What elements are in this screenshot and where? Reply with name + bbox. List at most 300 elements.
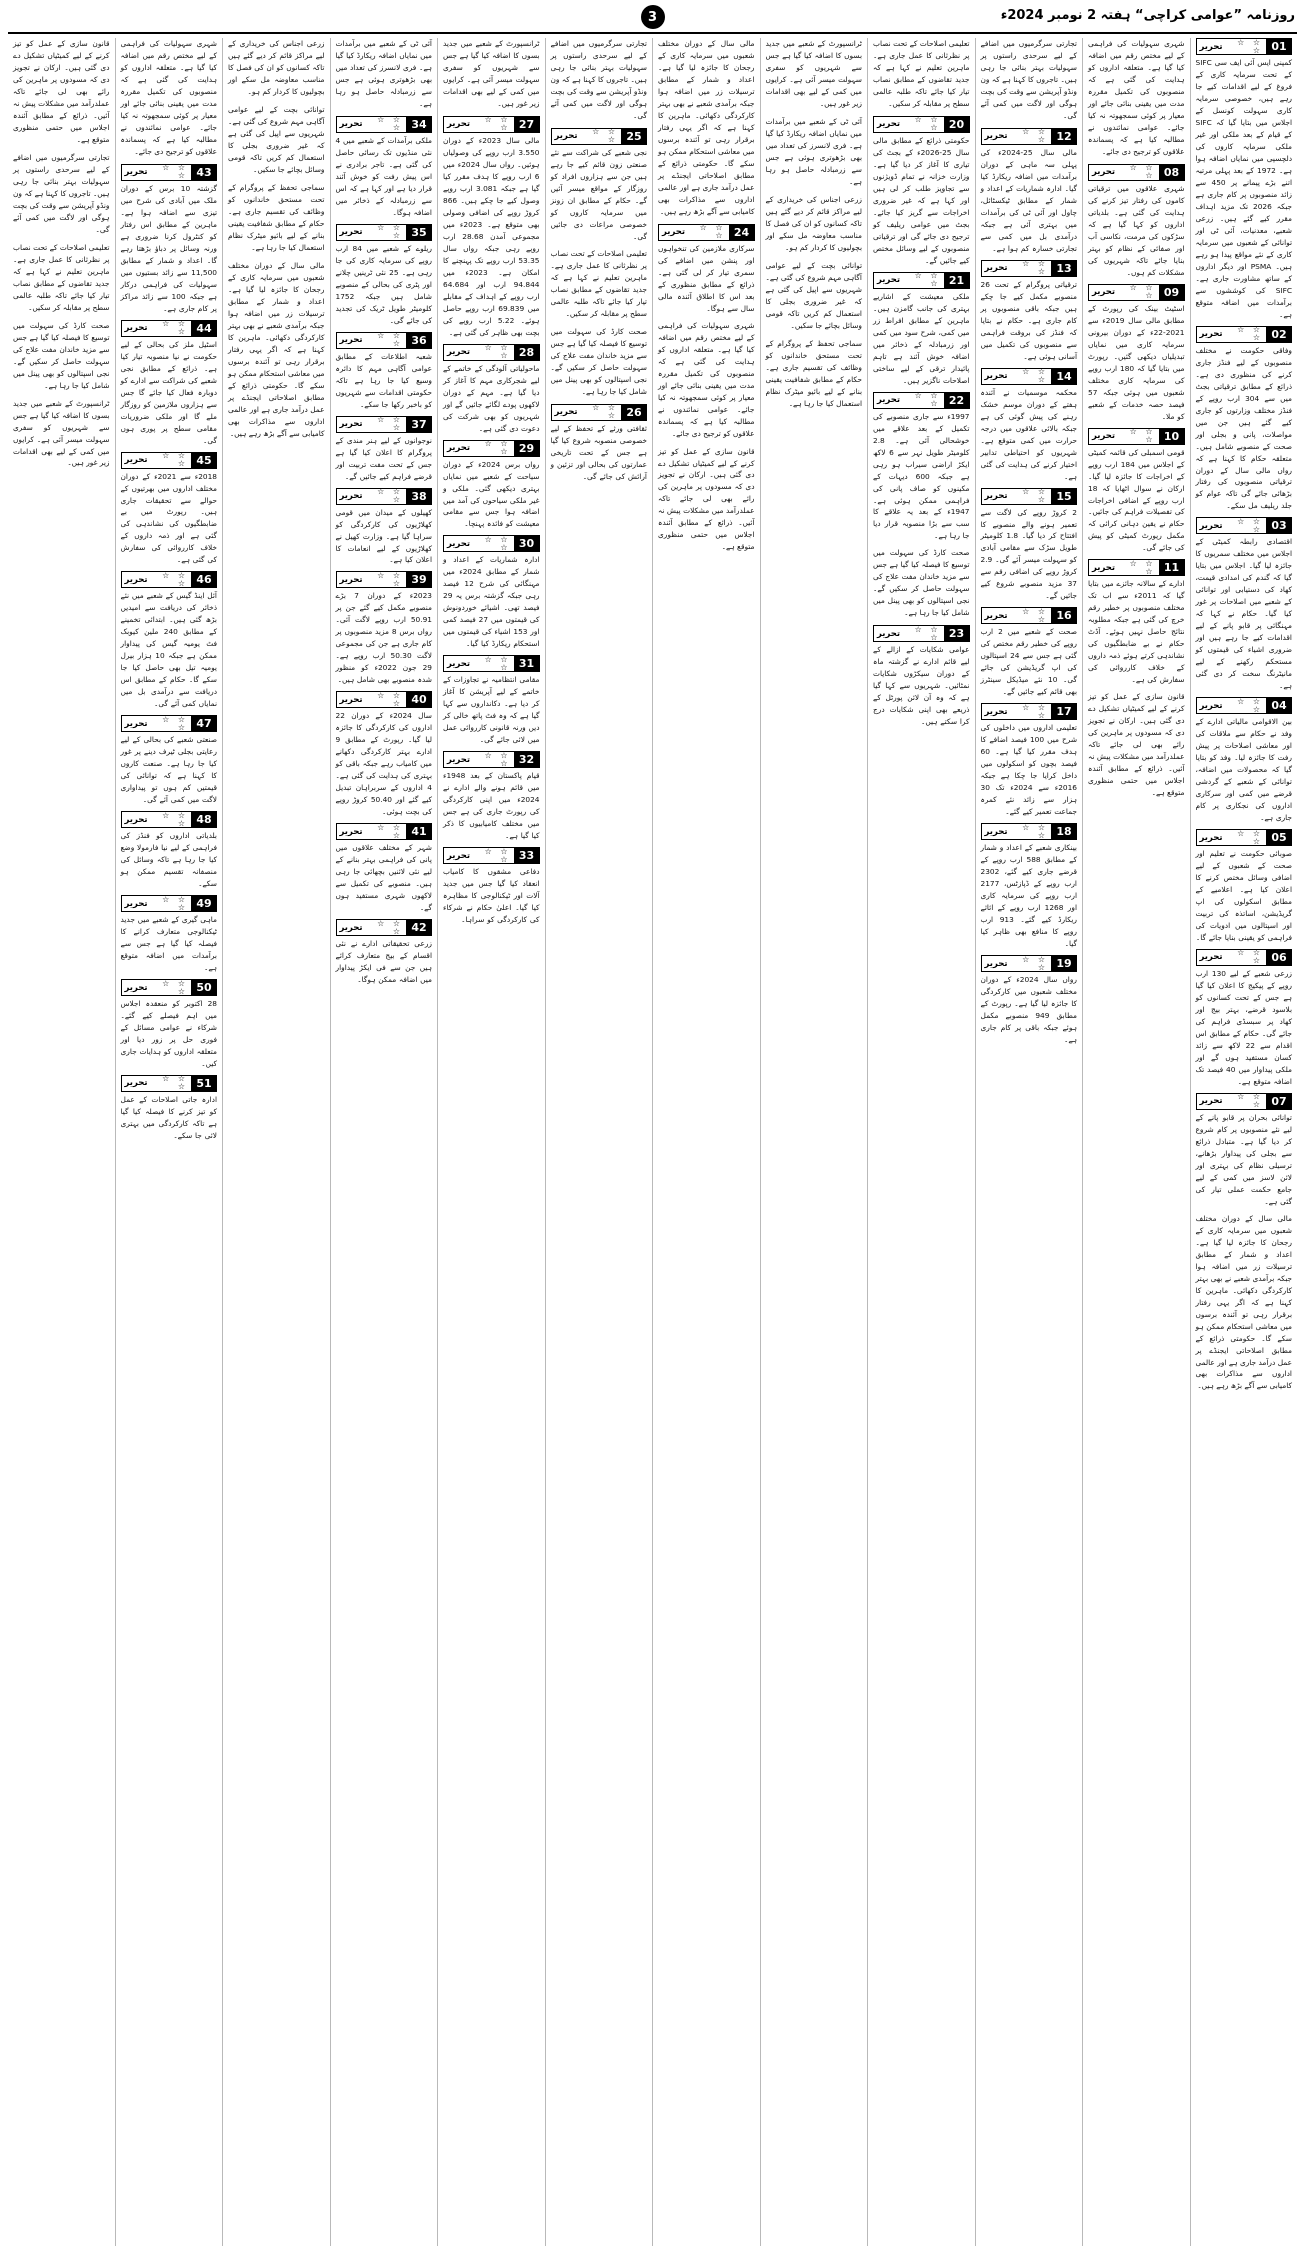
article-07[interactable] [1196, 1093, 1293, 1208]
article-category: تحریر [1199, 952, 1223, 963]
article-header [121, 811, 218, 828]
article-49[interactable] [121, 895, 218, 974]
stars-ornament: ☆ ☆ ☆ [1237, 828, 1263, 846]
article-category: تحریر [339, 826, 363, 837]
article-08[interactable] [1088, 164, 1185, 279]
article-rule [443, 751, 514, 768]
article-28[interactable] [443, 344, 540, 435]
article-rule [981, 260, 1052, 277]
stars-ornament: ☆ ☆ ☆ [377, 822, 403, 840]
article-body: ثقافتی ورثے کے تحفظ کے لیے خصوصی منصوبہ شروع کیا گیا ہے جس کے تحت تاریخی عمارتوں کی بحالی اور تزئین و آرائش کی جائے گی۔ [550, 423, 647, 481]
article-rule [873, 116, 944, 133]
column-filler-2: قانون سازی کے عمل کو تیز کرنے کے لیے کمیٹیاں تشکیل دے دی گئی ہیں۔ ارکان نے تجویز دی کہ مسودوں پر ماہرین کی رائے بھی لی جائے تاکہ عملدرآمد میں مشکلات پیش نہ آئیں۔ ذرائع کے مطابق آئندہ اجلاس میں حتمی منظوری متوقع ہے۔ [1088, 692, 1185, 798]
article-number: 40 [406, 691, 432, 708]
article-number: 19 [1051, 955, 1077, 972]
stars-ornament: ☆ ☆ ☆ [162, 570, 188, 588]
article-body: اقتصادی رابطہ کمیٹی کے اجلاس میں مختلف سمریوں کا جائزہ لیا گیا۔ اجلاس میں بتایا گیا کہ گندم کی امدادی قیمت، کھاد کی دستیابی اور توانائی کے شعبے میں اصلاحات پر غور کیا گیا۔ حکام نے کہا کہ مہنگائی پر قابو پانے کے لیے اقدامات کیے جا رہے ہیں اور ضروری اشیاء کی قیمتوں کو مستحکم رکھنے کے لیے مانیٹرنگ سخت کر دی گئی ہے۔ [1195, 537, 1292, 691]
article-17[interactable] [981, 703, 1078, 818]
stars-ornament: ☆ ☆ ☆ [914, 391, 941, 409]
article-rule [1196, 1093, 1267, 1110]
article-23[interactable] [873, 625, 970, 728]
article-category: تحریر [339, 922, 363, 933]
article-32[interactable] [443, 751, 540, 842]
article-category: تحریر [339, 335, 363, 346]
article-25[interactable] [551, 128, 648, 243]
article-45[interactable] [121, 452, 218, 567]
article-30[interactable] [443, 535, 540, 650]
article-number: 07 [1266, 1093, 1292, 1110]
article-category: تحریر [984, 491, 1008, 502]
article-category: تحریر [1199, 41, 1223, 52]
article-header [981, 488, 1078, 505]
article-body: بین الاقوامی مالیاتی ادارے کے وفد نے حکام سے ملاقات کی اور معاشی اصلاحات پر پیش رفت کا جائزہ لیا۔ وفد کو بتایا گیا کہ محصولات میں اضافہ، توانائی کے شعبے کے گردشی قرضے میں کمی اور سرکاری اداروں کی نجکاری پر کام جاری ہے۔ [1195, 717, 1292, 823]
article-number: 22 [944, 392, 970, 409]
article-number: 35 [406, 224, 432, 241]
article-body: مقامی انتظامیہ نے تجاوزات کے خاتمے کے لیے آپریشن کا آغاز کر دیا ہے۔ دکانداروں سے کہا گیا ہے کہ وہ فٹ پاتھ خالی کر دیں ورنہ قانونی کارروائی عمل میں لائی جائے گی۔ [443, 675, 540, 745]
column-11 [115, 38, 223, 2246]
column-lead-5: ٹرانسپورٹ کے شعبے میں جدید بسوں کا اضافہ کیا گیا ہے جس سے شہریوں کو سفری سہولت میسر آئی ہے۔ کرایوں میں کمی کے لیے بھی اقدامات زیر غور ہیں۔ [765, 39, 862, 108]
stars-ornament: ☆ ☆ ☆ [162, 451, 188, 469]
article-37[interactable] [336, 416, 433, 483]
stars-ornament: ☆ ☆ ☆ [1237, 696, 1263, 714]
article-category: تحریر [124, 814, 148, 825]
stars-ornament: ☆ ☆ ☆ [162, 163, 188, 181]
article-20[interactable] [873, 116, 970, 267]
article-body: اسٹیٹ بینک کی رپورٹ کے مطابق مالی سال 2019ء سے 2021-22ء کے دوران بیرونی سرمایہ کاری میں نمایاں تبدیلیاں دیکھی گئیں۔ رپورٹ میں بتایا گیا کہ 180 ارب روپے کی سرمایہ کاری مختلف شعبوں میں ہوئی جبکہ 57 فیصد حصہ خدمات کے شعبے کو ملا۔ [1088, 303, 1185, 421]
article-01[interactable] [1196, 38, 1293, 321]
column-lead-11: شہری سہولیات کی فراہمی کے لیے مختص رقم میں اضافہ کیا گیا ہے۔ متعلقہ اداروں کو ہدایت کی گئی ہے کہ منصوبوں کی تکمیل مقررہ مدت میں یقینی بنائی جائے اور معیار پر کوئی سمجھوتہ نہ کیا جائے۔ عوامی نمائندوں نے مطالبہ کیا ہے کہ پسماندہ علاقوں کو ترجیح دی جائے۔ [120, 39, 217, 156]
article-category: تحریر [1199, 329, 1223, 340]
article-header [336, 571, 433, 588]
article-header [1196, 697, 1293, 714]
article-header [336, 691, 433, 708]
article-rule [336, 823, 407, 840]
article-number: 43 [191, 164, 217, 181]
article-header [1196, 326, 1293, 343]
stars-ornament: ☆ ☆ ☆ [162, 810, 188, 828]
stars-ornament: ☆ ☆ ☆ [484, 439, 511, 457]
article-header [1196, 1093, 1293, 1110]
stars-ornament: ☆ ☆ ☆ [1022, 367, 1048, 385]
article-rule [1088, 428, 1159, 445]
column-lead-12e: ٹرانسپورٹ کے شعبے میں جدید بسوں کا اضافہ کیا گیا ہے جس سے شہریوں کو سفری سہولت میسر آئی ہے۔ کرایوں میں کمی کے لیے بھی اقدامات زیر غور ہیں۔ [13, 398, 110, 468]
article-number: 39 [406, 571, 432, 588]
article-rule [121, 571, 192, 588]
article-rule [121, 811, 192, 828]
article-category: تحریر [1199, 700, 1223, 711]
column-2 [1082, 38, 1190, 2246]
article-category: تحریر [124, 455, 148, 466]
article-10[interactable] [1088, 428, 1185, 555]
article-21[interactable] [873, 272, 970, 387]
article-number: 04 [1266, 697, 1292, 714]
article-category: تحریر [124, 898, 148, 909]
article-number: 21 [944, 272, 970, 289]
stars-ornament: ☆ ☆ ☆ [914, 271, 941, 289]
article-body: بلدیاتی اداروں کو فنڈز کی فراہمی کے لیے نیا فارمولا وضع کیا جا رہا ہے تاکہ وسائل کی منصفانہ تقسیم ممکن ہو سکے۔ [120, 831, 217, 889]
article-body: دفاعی مشقوں کا کامیاب انعقاد کیا گیا جس میں جدید آلات اور ٹیکنالوجی کا مظاہرہ کیا گیا۔ اعلیٰ حکام نے شرکاء کی کارکردگی کو سراہا۔ [443, 867, 540, 925]
article-category: تحریر [662, 227, 686, 238]
article-number: 31 [514, 655, 540, 672]
article-43[interactable] [121, 164, 218, 315]
stars-ornament: ☆ ☆ ☆ [484, 534, 511, 552]
article-number: 38 [406, 488, 432, 505]
article-47[interactable] [121, 715, 218, 806]
article-06[interactable] [1196, 949, 1293, 1088]
article-rule [121, 715, 192, 732]
article-rule [873, 392, 944, 409]
article-category: تحریر [124, 1078, 148, 1089]
article-category: تحریر [1199, 1096, 1223, 1107]
article-number: 20 [944, 116, 970, 133]
article-header [336, 332, 433, 349]
article-number: 10 [1159, 428, 1185, 445]
article-header [121, 320, 218, 337]
column-lead-2: شہری سہولیات کی فراہمی کے لیے مختص رقم میں اضافہ کیا گیا ہے۔ متعلقہ اداروں کو ہدایت کی گئی ہے کہ منصوبوں کی تکمیل مقررہ مدت میں یقینی بنائی جائے اور معیار پر کوئی سمجھوتہ نہ کیا جائے۔ عوامی نمائندوں نے مطالبہ کیا ہے کہ پسماندہ علاقوں کو ترجیح دی جائے۔ [1088, 39, 1185, 156]
article-48[interactable] [121, 811, 218, 890]
article-header [443, 116, 540, 133]
article-number: 37 [406, 416, 432, 433]
column-12 [8, 38, 115, 2246]
article-number: 48 [191, 811, 217, 828]
column-lead-12b: تجارتی سرگرمیوں میں اضافے کے لیے سرحدی راستوں پر سہولیات بہتر بنائی جا رہی ہیں۔ تاجروں کا کہنا ہے کہ ون ونڈو آپریشن سے وقت کی بچت ہوگی اور لاگت میں کمی آئے گی۔ [13, 152, 110, 234]
stars-ornament: ☆ ☆ ☆ [162, 714, 188, 732]
stars-ornament: ☆ ☆ ☆ [1022, 954, 1048, 972]
article-rule [121, 164, 192, 181]
article-24[interactable] [658, 224, 755, 315]
article-header [336, 224, 433, 241]
stars-ornament: ☆ ☆ ☆ [1022, 702, 1048, 720]
article-category: تحریر [339, 491, 363, 502]
article-body: 2023ء کے دوران 7 بڑے منصوبے مکمل کیے گئے جن پر 50.91 ارب روپے لاگت آئی۔ رواں برس 8 مزید منصوبوں پر کام جاری ہے جن کی مجموعی لاگت 50.30 ارب روپے ہے۔ 29 جون 2022ء کو منظور شدہ منصوبے بھی شامل ہیں۔ [335, 591, 433, 685]
stars-ornament: ☆ ☆ ☆ [162, 894, 188, 912]
article-category: تحریر [124, 167, 148, 178]
article-51[interactable] [121, 1075, 218, 1142]
article-body: آئل اینڈ گیس کے شعبے میں نئے ذخائر کی دریافت سے امیدیں بڑھ گئی ہیں۔ ابتدائی تخمینے کے مطابق 240 ملین کیوبک فٹ یومیہ گیس کی پیداوار ممکن ہے جبکہ 10 ہزار بیرل یومیہ تیل بھی حاصل کیا جا سکے گا۔ حکام کے مطابق اس دریافت سے درآمدی بل میں نمایاں کمی آئے گی۔ [120, 591, 218, 709]
article-rule [981, 823, 1052, 840]
article-rule [981, 607, 1052, 624]
column-lead-12: قانون سازی کے عمل کو تیز کرنے کے لیے کمیٹیاں تشکیل دے دی گئی ہیں۔ ارکان نے تجویز دی کہ مسودوں پر ماہرین کی رائے بھی لی جائے تاکہ عملدرآمد میں مشکلات پیش نہ آئیں۔ ذرائع کے مطابق آئندہ اجلاس میں حتمی منظوری متوقع ہے۔ [13, 39, 110, 144]
article-category: تحریر [447, 347, 471, 358]
article-header [443, 440, 540, 457]
article-body: کمپنی ایس آئی ایف سی SIFC کے تحت سرمایہ کاری کے فروغ کے لیے اقدامات کیے جا رہے ہیں، خصوصی سرمایہ کاری سہولت کونسل کے اجلاس میں بتایا گیا کہ SIFC کے قیام کے بعد ملکی اور غیر ملکی سرمایہ کاروں کی دلچسپی میں نمایاں اضافہ ہوا ہے۔ 1972 کے بعد پہلی مرتبہ اتنے بڑے پیمانے پر 450 سے زائد منصوبوں پر کام جاری ہے جبکہ 2026 تک مزید اہداف مقرر کیے گئے ہیں۔ زرعی شعبے، معدنیات، آئی ٹی اور توانائی کے شعبوں میں سرمایہ کاری کے نئے مواقع پیدا ہو رہے ہیں۔ PSMA اور دیگر اداروں کے ساتھ مشاورت جاری ہے۔ SIFC کی کوششوں سے برآمدات میں اضافہ متوقع ہے۔ [1195, 58, 1293, 319]
article-15[interactable] [981, 488, 1078, 603]
article-body: صوبائی حکومت نے تعلیم اور صحت کے شعبوں کے لیے اضافی وسائل مختص کرنے کا اعلان کیا ہے۔ اعلامیے کے مطابق اسکولوں کی اپ گریڈیشن، اساتذہ کی تربیت اور اسپتالوں میں ادویات کی فراہمی کو یقینی بنایا جائے گا۔ [1195, 849, 1292, 942]
article-18[interactable] [981, 823, 1078, 950]
article-39[interactable] [336, 571, 433, 686]
column-lead-10: زرعی اجناس کی خریداری کے لیے مراکز قائم کر دیے گئے ہیں تاکہ کسانوں کو ان کی فصل کا مناسب معاوضہ مل سکے اور بچولیوں کا کردار کم ہو۔ [228, 39, 325, 96]
article-header [873, 392, 970, 409]
article-36[interactable] [336, 332, 433, 411]
article-header [981, 128, 1078, 145]
article-34[interactable] [336, 116, 433, 219]
article-category: تحریر [447, 443, 471, 454]
column-filler-1: مالی سال کے دوران مختلف شعبوں میں سرمایہ کاری کے رجحان کا جائزہ لیا گیا ہے۔ اعداد و شمار کے مطابق ترسیلات زر میں اضافہ ہوا جبکہ برآمدی شعبے نے بھی بہتر کارکردگی دکھائی۔ ماہرین کا کہنا ہے کہ اگر یہی رفتار برقرار رہی تو آئندہ برسوں میں معاشی استحکام ممکن ہو سکے گا۔ حکومتی ذرائع کے مطابق اصلاحاتی ایجنڈے پر عمل درآمد جاری ہے اور عالمی اداروں سے مذاکرات بھی کامیابی سے آگے بڑھ رہے ہیں۔ [1195, 1213, 1292, 1391]
article-body: ماہی گیری کے شعبے میں جدید ٹیکنالوجی متعارف کرانے کا فیصلہ کیا گیا ہے جس سے برآمدات میں اضافہ متوقع ہے۔ [120, 915, 217, 973]
article-body: توانائی بحران پر قابو پانے کے لیے نئے منصوبوں پر کام شروع کر دیا گیا ہے۔ متبادل ذرائع سے بجلی کی پیداوار بڑھانے، ترسیلی نظام کی بہتری اور لائن لاسز میں کمی کے لیے جامع حکمت عملی تیار کی گئی ہے۔ [1195, 1112, 1292, 1206]
article-rule [981, 488, 1052, 505]
article-body: 28 اکتوبر کو منعقدہ اجلاس میں اہم فیصلے کیے گئے۔ شرکاء نے عوامی مسائل کے فوری حل پر زور دیا اور متعلقہ اداروں کو ہدایات جاری کیں۔ [120, 999, 217, 1068]
article-category: تحریر [124, 718, 148, 729]
article-body: کھیلوں کے میدان میں قومی کھلاڑیوں کی کارکردگی کو سراہا گیا ہے۔ وزارت کھیل نے کھلاڑیوں کے لیے انعامات کا اعلان کیا ہے۔ [335, 507, 432, 565]
article-header [121, 1075, 218, 1092]
article-number: 05 [1266, 829, 1292, 846]
column-lead-10b: توانائی بچت کے لیے عوامی آگاہی مہم شروع کی گئی ہے۔ شہریوں سے اپیل کی گئی ہے کہ غیر ضروری بجلی کا استعمال کم کریں تاکہ قومی وسائل بچائے جا سکیں۔ [228, 104, 325, 174]
article-body: اسٹیل ملز کی بحالی کے لیے حکومت نے نیا منصوبہ تیار کیا ہے۔ ذرائع کے مطابق نجی شعبے کی شراکت سے ادارے کو دوبارہ فعال کیا جائے گا جس سے ہزاروں ملازمین کو روزگار ملے گا اور ملکی ضروریات مقامی سطح پر پوری ہوں گی۔ [120, 339, 217, 445]
article-header [981, 607, 1078, 624]
article-body: سرکاری ملازمین کی تنخواہوں اور پنشن میں اضافے کی سمری تیار کر لی گئی ہے۔ ذرائع کے مطابق منظوری کے بعد اس کا اطلاق آئندہ مالی سال سے ہوگا۔ [658, 243, 755, 313]
article-rule [443, 116, 514, 133]
article-category: تحریر [339, 419, 363, 430]
article-number: 15 [1051, 488, 1077, 505]
stars-ornament: ☆ ☆ ☆ [1237, 948, 1263, 966]
stars-ornament: ☆ ☆ ☆ [377, 415, 403, 433]
stars-ornament: ☆ ☆ ☆ [699, 223, 726, 241]
article-category: تحریر [1092, 287, 1116, 298]
stars-ornament: ☆ ☆ ☆ [1237, 38, 1263, 55]
article-27[interactable] [443, 116, 540, 339]
article-body: شہری علاقوں میں ترقیاتی کاموں کی رفتار تیز کرنے کی ہدایت کی گئی ہے۔ بلدیاتی اداروں کو کہا گیا ہے کہ سڑکوں کی مرمت، نکاسی آب اور صفائی کے نظام کو بہتر بنایا جائے تاکہ شہریوں کی مشکلات کم ہوں۔ [1088, 183, 1185, 277]
article-number: 16 [1051, 607, 1077, 624]
article-44[interactable] [121, 320, 218, 447]
article-number: 29 [514, 440, 540, 457]
article-29[interactable] [443, 440, 540, 531]
stars-ornament: ☆ ☆ ☆ [914, 115, 941, 133]
article-number: 17 [1051, 703, 1077, 720]
column-lead-6: مالی سال کے دوران مختلف شعبوں میں سرمایہ کاری کے رجحان کا جائزہ لیا گیا ہے۔ اعداد و شمار کے مطابق ترسیلات زر میں اضافہ ہوا جبکہ برآمدی شعبے نے بھی بہتر کارکردگی دکھائی۔ ماہرین کا کہنا ہے کہ اگر یہی رفتار برقرار رہی تو آئندہ برسوں میں معاشی استحکام ممکن ہو سکے گا۔ حکومتی ذرائع کے مطابق اصلاحاتی ایجنڈے پر عمل درآمد جاری ہے اور عالمی اداروں سے مذاکرات بھی کامیابی سے آگے بڑھ رہے ہیں۔ [658, 39, 755, 216]
article-38[interactable] [336, 488, 433, 567]
article-body: 2018ء سے 2021ء کے دوران مختلف اداروں میں بھرتیوں کے حوالے سے تحقیقات جاری ہیں۔ رپورٹ میں بے ضابطگیوں کی نشاندہی کی گئی ہے اور ذمہ داروں کے خلاف کارروائی کی سفارش کی گئی ہے۔ [120, 471, 218, 565]
article-number: 23 [944, 625, 970, 642]
stars-ornament: ☆ ☆ ☆ [1129, 283, 1156, 301]
article-header [981, 823, 1078, 840]
article-rule [551, 404, 622, 421]
article-rule [1088, 559, 1159, 576]
article-rule [981, 703, 1052, 720]
article-category: تحریر [447, 538, 471, 549]
column-lead-3: تجارتی سرگرمیوں میں اضافے کے لیے سرحدی راستوں پر سہولیات بہتر بنائی جا رہی ہیں۔ تاجروں کا کہنا ہے کہ ون ونڈو آپریشن سے وقت کی بچت ہوگی اور لاگت میں کمی آئے گی۔ [980, 39, 1077, 120]
column-container [8, 38, 1297, 2246]
page-number-badge: 3 [641, 5, 665, 29]
article-header [336, 488, 433, 505]
article-rule [336, 116, 407, 133]
article-header [336, 416, 433, 433]
article-26[interactable] [551, 404, 648, 483]
stars-ornament: ☆ ☆ ☆ [1237, 325, 1263, 343]
article-rule [336, 571, 407, 588]
article-03[interactable] [1196, 517, 1293, 692]
article-body: قومی اسمبلی کی قائمہ کمیٹی کے اجلاس میں 184 ارب روپے کے اخراجات کا جائزہ لیا گیا۔ ارکان نے سوال اٹھایا کہ 18 ارب روپے کے اضافی اخراجات کی تفصیلات فراہم کی جائیں۔ حکام نے یقین دہانی کرائی کہ مکمل رپورٹ کمیٹی کو پیش کی جائے گی۔ [1088, 447, 1185, 553]
article-35[interactable] [336, 224, 433, 327]
article-rule [336, 332, 407, 349]
article-number: 01 [1266, 38, 1292, 55]
article-category: تحریر [124, 323, 148, 334]
article-body: تعلیمی اداروں میں داخلوں کی شرح میں 100 فیصد اضافے کا ہدف مقرر کیا گیا ہے۔ 60 فیصد بچوں کو اسکولوں میں داخل کرایا جا چکا ہے جبکہ 2016ء سے 2024ء تک 30 ہزار سے زائد نئے کمرہ جماعت تعمیر کیے گئے۔ [980, 723, 1078, 817]
article-number: 47 [191, 715, 217, 732]
stars-ornament: ☆ ☆ ☆ [1129, 427, 1156, 445]
article-header [1088, 559, 1185, 576]
article-number: 36 [406, 332, 432, 349]
article-33[interactable] [443, 847, 540, 926]
article-rule [443, 440, 514, 457]
article-rule [1196, 326, 1267, 343]
article-header [121, 164, 218, 181]
article-rule [1196, 517, 1267, 534]
article-rule [336, 919, 407, 936]
article-body: صحت کے شعبے میں 2 ارب روپے کی خطیر رقم مختص کی گئی ہے جس سے 24 اسپتالوں کی اپ گریڈیشن کی جائے گی۔ 10 نئے میڈیکل سینٹرز بھی قائم کیے جائیں گے۔ [980, 627, 1077, 697]
article-body: قیام پاکستان کے بعد 1948ء میں قائم ہونے والے ادارے نے 2024ء میں اپنی کارکردگی کی رپورٹ جاری کی ہے جس میں مختلف کامیابیوں کا ذکر کیا گیا ہے۔ [443, 771, 540, 841]
article-body: صنعتی شعبے کی بحالی کے لیے رعایتی بجلی ٹیرف دینے پر غور کیا جا رہا ہے۔ صنعت کاروں کا کہنا ہے کہ توانائی کی قیمتیں کم ہوں تو پیداواری لاگت میں کمی آئے گی۔ [120, 735, 217, 805]
article-number: 18 [1051, 823, 1077, 840]
article-40[interactable] [336, 691, 433, 818]
article-category: تحریر [984, 610, 1008, 621]
article-rule [336, 224, 407, 241]
article-16[interactable] [981, 607, 1078, 698]
column-filler-7b: صحت کارڈ کی سہولت میں توسیع کا فیصلہ کیا گیا ہے جس سے مزید خاندان مفت علاج کی سہولت حاصل کر سکیں گے۔ نجی اسپتالوں کو بھی پینل میں شامل کیا جا رہا ہے۔ [550, 326, 647, 396]
article-number: 49 [191, 895, 217, 912]
stars-ornament: ☆ ☆ ☆ [484, 846, 511, 864]
article-body: ملکی برآمدات کے شعبے میں 4 نئی منڈیوں تک رسائی حاصل کی گئی ہے۔ تاجر برادری نے اس پیش رفت کو خوش آئند قرار دیا ہے اور کہا ہے کہ اس سے زرمبادلہ کے ذخائر میں اضافہ ہوگا۔ [335, 135, 432, 217]
masthead-title: روزنامہ ”عوامی کراچی“ ہفتہ 2 نومبر 2024ء [1000, 8, 1295, 23]
column-lead-5b: آئی ٹی کے شعبے میں برآمدات میں نمایاں اضافہ ریکارڈ کیا گیا ہے۔ فری لانسرز کی تعداد میں بھی بڑھوتری ہوئی ہے جس سے زرمبادلہ حاصل ہو رہا ہے۔ [765, 116, 862, 186]
stars-ornament: ☆ ☆ ☆ [592, 127, 618, 145]
article-number: 06 [1266, 949, 1292, 966]
article-number: 33 [514, 847, 540, 864]
article-rule [981, 368, 1052, 385]
article-category: تحریر [1199, 832, 1223, 843]
article-body: 2 کروڑ روپے کی لاگت سے تعمیر ہونے والے منصوبے کا افتتاح کر دیا گیا۔ 1.8 کلومیٹر طویل سڑک سے مقامی آبادی کو سہولت میسر آئے گی۔ 2.9 کروڑ روپے کی اضافی رقم سے 37 مزید منصوبے شروع کیے جائیں گے۔ [980, 507, 1078, 601]
stars-ornament: ☆ ☆ ☆ [1237, 516, 1263, 534]
stars-ornament: ☆ ☆ ☆ [484, 654, 511, 672]
article-category: تحریر [447, 754, 471, 765]
article-category: تحریر [984, 826, 1008, 837]
article-number: 41 [406, 823, 432, 840]
article-22[interactable] [873, 392, 970, 543]
article-42[interactable] [336, 919, 433, 986]
article-rule [1196, 829, 1267, 846]
article-rule [551, 128, 622, 145]
article-rule [981, 955, 1052, 972]
stars-ornament: ☆ ☆ ☆ [162, 978, 188, 996]
article-category: تحریر [1092, 167, 1116, 178]
article-12[interactable] [981, 128, 1078, 255]
article-category: تحریر [1092, 431, 1116, 442]
article-number: 45 [191, 452, 217, 469]
article-number: 26 [621, 404, 647, 421]
article-category: تحریر [124, 982, 148, 993]
stars-ornament: ☆ ☆ ☆ [484, 343, 511, 361]
article-header [1088, 428, 1185, 445]
article-header [1088, 164, 1185, 181]
article-category: تحریر [124, 574, 148, 585]
article-rule [443, 344, 514, 361]
article-46[interactable] [121, 571, 218, 710]
article-body: نوجوانوں کے لیے ہنر مندی کے پروگرام کا اعلان کیا گیا ہے جس کے تحت مفت تربیت اور قرضے فراہم کیے جائیں گے۔ [335, 435, 432, 481]
article-number: 42 [406, 919, 432, 936]
article-body: عوامی شکایات کے ازالے کے لیے قائم ادارے نے گزشتہ ماہ کے دوران سیکڑوں شکایات نمٹائیں۔ شہریوں سے کہا گیا ہے کہ وہ آن لائن پورٹل کے ذریعے بھی اپنی شکایات درج کرا سکتے ہیں۔ [873, 645, 970, 727]
article-rule [336, 691, 407, 708]
article-category: تحریر [339, 227, 363, 238]
stars-ornament: ☆ ☆ ☆ [1022, 606, 1048, 624]
article-header [336, 823, 433, 840]
article-rule [1088, 284, 1159, 301]
article-category: تحریر [447, 850, 471, 861]
article-13[interactable] [981, 260, 1078, 363]
column-7 [545, 38, 653, 2246]
article-04[interactable] [1196, 697, 1293, 824]
article-header [873, 272, 970, 289]
article-category: تحریر [877, 119, 901, 130]
article-05[interactable] [1196, 829, 1293, 944]
article-body: ریلوے کے شعبے میں 84 ارب روپے کی سرمایہ کاری کی جا رہی ہے۔ 25 نئی ٹرینیں چلانے اور پٹری کی بحالی کے منصوبے شامل ہیں جبکہ 1752 کلومیٹر طویل ٹریک کی تجدید کی جائے گی۔ [335, 243, 432, 325]
article-14[interactable] [981, 368, 1078, 483]
column-lead-12d: صحت کارڈ کی سہولت میں توسیع کا فیصلہ کیا گیا ہے جس سے مزید خاندان مفت علاج کی سہولت حاصل کر سکیں گے۔ نجی اسپتالوں کو بھی پینل میں شامل کیا جا رہا ہے۔ [13, 320, 110, 390]
article-header [551, 128, 648, 145]
stars-ornament: ☆ ☆ ☆ [162, 319, 188, 337]
article-number: 24 [729, 224, 755, 241]
stars-ornament: ☆ ☆ ☆ [592, 403, 618, 421]
article-rule [981, 128, 1052, 145]
article-09[interactable] [1088, 284, 1185, 423]
article-category: تحریر [339, 119, 363, 130]
article-body: حکومتی ذرائع کے مطابق مالی سال 25-2026ء کے بجٹ کی تیاری کا آغاز کر دیا گیا ہے۔ وزارت خزانہ نے تمام ڈویژنوں سے تجاویز طلب کر لی ہیں اور کہا ہے کہ غیر ضروری اخراجات سے گریز کیا جائے۔ بجٹ میں عوامی ریلیف کو ترجیح دی جائے گی اور ترقیاتی منصوبوں کے لیے وسائل مختص کیے جائیں گے۔ [873, 135, 970, 265]
stars-ornament: ☆ ☆ ☆ [1022, 259, 1048, 277]
column-10 [222, 38, 330, 2246]
article-body: رواں سال 2024ء کے دوران مختلف شعبوں میں کارکردگی کا جائزہ لیا گیا ہے۔ رپورٹ کے مطابق 949 منصوبے مکمل ہوئے جبکہ باقی پر کام جاری ہے۔ [980, 975, 1078, 1044]
article-number: 02 [1266, 326, 1292, 343]
article-rule [336, 416, 407, 433]
article-header [1088, 284, 1185, 301]
article-number: 44 [191, 320, 217, 337]
article-number: 14 [1051, 368, 1077, 385]
article-header [121, 452, 218, 469]
article-body: شہر کے مختلف علاقوں میں پانی کی فراہمی بہتر بنانے کے لیے نئی لائنیں بچھائی جا رہی ہیں۔ منصوبے کی تکمیل سے لاکھوں شہری مستفید ہوں گے۔ [335, 843, 432, 913]
stars-ornament: ☆ ☆ ☆ [1129, 163, 1156, 181]
article-category: تحریر [984, 131, 1008, 142]
article-number: 46 [191, 571, 217, 588]
article-rule [873, 272, 944, 289]
article-category: تحریر [554, 131, 578, 142]
article-body: گزشتہ 10 برس کے دوران ملک میں آبادی کی شرح میں تیزی سے اضافہ ہوا ہے۔ ماہرین کے مطابق اس رفتار کو کنٹرول کرنا ضروری ہے ورنہ وسائل پر دباؤ بڑھتا رہے گا۔ اعداد و شمار کے مطابق 11,500 سے زائد بستیوں میں سہولیات کی فراہمی درکار ہے جبکہ 100 سے زائد مراکز پر کام جاری ہے۔ [120, 183, 217, 313]
article-body: 1997ء سے جاری منصوبے کی تکمیل کے بعد علاقے میں خوشحالی آئی ہے۔ 2.8 کلومیٹر طویل نہر سے 6 لاکھ ایکڑ اراضی سیراب ہو رہی ہے جبکہ 600 دیہات کے مکینوں کو صاف پانی کی فراہمی ممکن ہوئی ہے۔ 1947ء کے بعد یہ علاقے کا سب سے بڑا منصوبہ قرار دیا جا رہا ہے۔ [873, 411, 970, 541]
article-header [1196, 517, 1293, 534]
article-31[interactable] [443, 655, 540, 746]
article-rule [443, 655, 514, 672]
article-body: محکمہ موسمیات نے آئندہ ہفتے کے دوران موسم خشک رہنے کی پیش گوئی کی ہے جبکہ بالائی علاقوں میں درجہ حرارت میں کمی متوقع ہے۔ شہریوں کو احتیاطی تدابیر اختیار کرنے کی ہدایت کی گئی ہے۔ [980, 387, 1077, 481]
article-category: تحریر [984, 371, 1008, 382]
article-header [443, 344, 540, 361]
article-body: وفاقی حکومت نے مختلف منصوبوں کے لیے فنڈز جاری کرنے کی منظوری دی ہے۔ ذرائع کے مطابق ترقیاتی بجٹ میں سے 304 ارب روپے کے فنڈز مختلف وزارتوں کو جاری کیے گئے ہیں جن میں مواصلات، پانی و بجلی اور صحت کے منصوبے شامل ہیں۔ متعلقہ حکام کا کہنا ہے کہ رواں مالی سال کے دوران ترقیاتی منصوبوں کی رفتار بڑھائی جائے گی تاکہ عوام کو جلد ریلیف مل سکے۔ [1195, 345, 1292, 511]
article-body: ادارہ جاتی اصلاحات کے عمل کو تیز کرنے کا فیصلہ کیا گیا ہے تاکہ کارکردگی میں بہتری لائی جا سکے۔ [120, 1094, 217, 1140]
article-rule [121, 320, 192, 337]
article-category: تحریر [447, 119, 471, 130]
article-02[interactable] [1196, 326, 1293, 513]
article-header [121, 571, 218, 588]
article-body: زرعی شعبے کے لیے 130 ارب روپے کے پیکیج کا اعلان کیا گیا ہے جس کے تحت کسانوں کو بلاسود قرضے، بہتر بیج اور کھاد پر سبسڈی فراہم کی جائے گی۔ حکام کے مطابق اس اقدام سے 22 لاکھ سے زائد کسان مستفید ہوں گے اور ملکی پیداوار میں 40 فیصد تک اضافہ متوقع ہے۔ [1195, 968, 1292, 1086]
stars-ornament: ☆ ☆ ☆ [377, 331, 403, 349]
article-19[interactable] [981, 955, 1078, 1046]
article-number: 28 [514, 344, 540, 361]
stars-ornament: ☆ ☆ ☆ [377, 918, 403, 936]
article-41[interactable] [336, 823, 433, 914]
article-body: بینکاری شعبے کے اعداد و شمار کے مطابق 588 ارب روپے کے قرضے جاری کیے گئے، 2302 ارب روپے کے ڈپازٹس، 2177 ارب روپے کی سرمایہ کاری اور 1268 ارب روپے کے اثاثے ریکارڈ کیے گئے۔ 913 ارب روپے کا منافع بھی ظاہر کیا گیا۔ [980, 843, 1078, 949]
article-50[interactable] [121, 979, 218, 1070]
article-number: 03 [1266, 517, 1292, 534]
article-header [873, 625, 970, 642]
article-11[interactable] [1088, 559, 1185, 686]
article-category: تحریر [877, 628, 901, 639]
stars-ornament: ☆ ☆ ☆ [377, 115, 403, 133]
